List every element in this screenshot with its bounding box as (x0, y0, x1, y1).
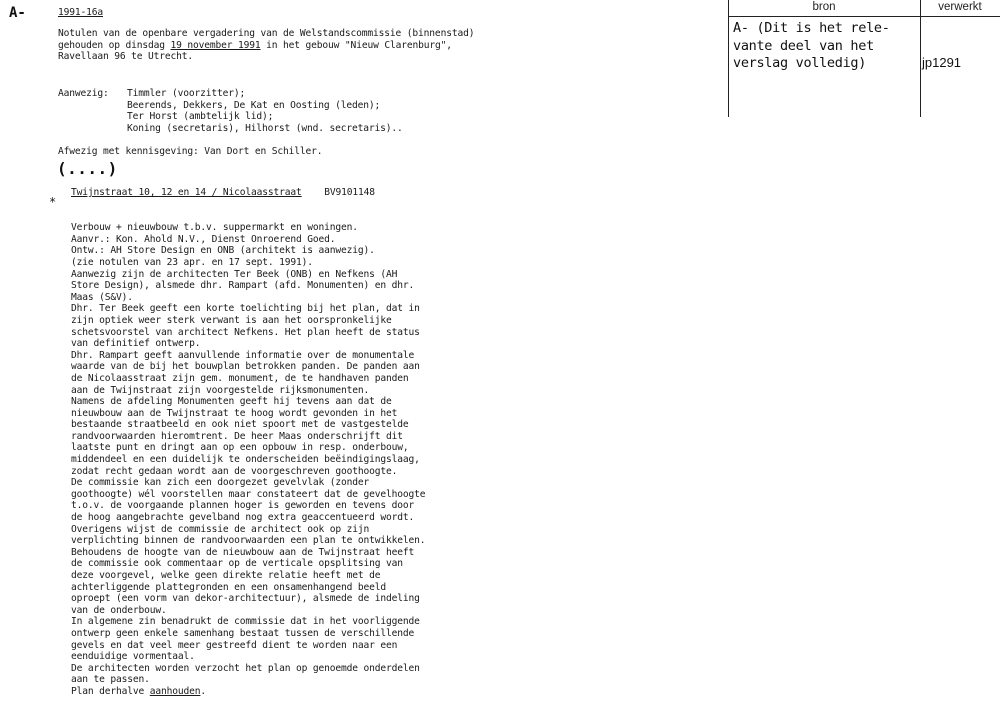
agenda-heading (71, 187, 375, 199)
present-label: Aanwezig: (58, 88, 109, 99)
conclusion-pre: Plan derhalve (71, 685, 150, 697)
table-column-divider (920, 0, 921, 117)
absent-line: Afwezig met kennisgeving: Van Dort en Schiller. (58, 146, 323, 157)
document-id: 1991-16a (58, 7, 104, 18)
minutes-line: aan de Twijnstraat zijn voorgestelde rijksmonumenten. (71, 384, 370, 396)
minutes-line: schetsvoorstel van architect Nefkens. Het plan heeft de status (71, 326, 420, 338)
case-lines (71, 222, 425, 686)
minutes-line: bestaande straatbeeld en ook niet spoort met de vastgestelde (71, 419, 409, 431)
case-conclusion (71, 686, 425, 698)
minutes-line: Dhr. Ter Beek geeft een korte toelichting bij het plan, dat in (71, 303, 420, 315)
minutes-line: van definitief ontwerp. (71, 338, 201, 350)
minutes-line: aan te passen. (71, 674, 150, 686)
minutes-line: Dhr. Rampart geeft aanvullende informatie over de monumentale (71, 349, 415, 361)
minutes-line: Behoudens de hoogte van de nieuwbouw aan de Twijnstraat heeft (71, 546, 415, 558)
minutes-line: gevels en dat veel meer gestreefd dient te worden naar een (71, 639, 398, 651)
case-code: BV9101148 (324, 187, 375, 198)
table-header-rule (728, 16, 1000, 17)
bron-cell: A- (Dit is het rele- vante deel van het verslag volledig) (733, 20, 890, 71)
present-line: Beerends, Dekkers, De Kat en Oosting (leden); (127, 99, 381, 111)
minutes-line: de hoog aangebrachte gevelband nog extra geaccentueerd wordt. (71, 512, 415, 524)
intro-line-1: Notulen van de openbare vergadering van de Welstandscommissie (binnenstad) (58, 28, 475, 39)
minutes-line: achterliggende plattegronden en een onsamenhangend beeld (71, 581, 387, 593)
heading-gap (302, 187, 325, 198)
minutes-line: De architecten worden verzocht het plan op genoemde onderdelen (71, 662, 420, 674)
minutes-line: deze voorgevel, welke geen direkte relatie heeft met de (71, 570, 381, 581)
intro-line-2-post: in het gebouw "Nieuw Clarenburg", (260, 39, 452, 51)
minutes-line: De commissie kan zich een doorgezet gevelvlak (zonder (71, 477, 370, 489)
meeting-date: 19 november 1991 (170, 39, 261, 51)
minutes-line: de Nicolaasstraat zijn gem. monument, de te handhaven panden (71, 372, 409, 384)
conclusion-post: . (200, 685, 207, 697)
minutes-line: middendeel en een duidelijk te onderscheiden beëindigingslaag, (71, 454, 420, 466)
minutes-line: randvoorwaarden hieromtrent. De heer Maas onderschrijft dit (71, 430, 403, 442)
minutes-line: t.o.v. de voorgaande plannen hoger is geworden en tevens door (71, 500, 415, 512)
document-marker: A- (9, 5, 26, 21)
minutes-line: Maas (S&V). (71, 291, 133, 303)
case-minutes (71, 199, 425, 709)
present-list (127, 88, 403, 134)
minutes-line: Store Design), alsmede dhr. Rampart (afd. Monumenten) en dhr. (71, 280, 415, 292)
minutes-line: van de onderbouw. (71, 604, 167, 616)
minutes-line: goothoogte) wél voorstellen maar constateert dat de gevelhoogte (71, 488, 426, 500)
star-marker: * (49, 195, 57, 209)
minutes-line: Verbouw + nieuwbouw t.b.v. suppermarkt en woningen. (71, 222, 358, 234)
verwerkt-cell: jp1291 (922, 55, 962, 70)
column-header-bron: bron (812, 1, 836, 13)
minutes-line: verplichting binnen de randvoorwaarden een plan te ontwikkelen. (71, 535, 426, 547)
column-header-verwerkt: verwerkt (938, 1, 982, 13)
minutes-line: ontwerp geen enkele samenhang bestaat tussen de verschillende (71, 627, 415, 639)
minutes-line: nieuwbouw aan de Twijnstraat te hoog wordt gevonden in het (71, 407, 398, 419)
source-table (728, 0, 1000, 117)
intro-line-3: Ravellaan 96 te Utrecht. (58, 51, 194, 63)
intro-paragraph (58, 28, 474, 63)
minutes-line: zijn optiek weer sterk verwant is aan het oorspronkelijke (71, 314, 392, 326)
minutes-line: oproept (een vorm van dekor-architectuur), alsmede de indeling (71, 593, 420, 605)
minutes-line: In algemene zin benadrukt de commissie dat in het voorliggende (71, 616, 420, 628)
minutes-line: waarde van de bij het bouwplan betrokken panden. De panden aan (71, 361, 420, 373)
minutes-line: eenduidige vormentaal. (71, 651, 195, 663)
omission-marker: (....) (57, 159, 118, 178)
minutes-line: de commissie ook commentaar op de verticale opsplitsing van (71, 558, 403, 570)
intro-line-2 (58, 40, 474, 52)
case-address: Twijnstraat 10, 12 en 14 / Nicolaasstraat (71, 187, 302, 198)
present-line: Koning (secretaris), Hilhorst (wnd. secretaris).. (127, 122, 403, 134)
minutes-line: (zie notulen van 23 apr. en 17 sept. 1991). (71, 256, 313, 268)
minutes-line: zodat recht gedaan wordt aan de voorgeschreven goothoogte. (71, 465, 398, 477)
table-left-border (728, 0, 729, 117)
minutes-line: Aanvr.: Kon. Ahold N.V., Dienst Onroerend Goed. (71, 233, 336, 245)
minutes-line: Aanwezig zijn de architecten Ter Beek (ONB) en Nefkens (AH (71, 268, 398, 280)
minutes-line: Namens de afdeling Monumenten geeft hij tevens aan dat de (71, 396, 392, 408)
intro-line-2-pre: gehouden op dinsdag (58, 39, 171, 51)
present-line: Timmler (voorzitter); (127, 88, 246, 99)
decision-word: aanhouden (149, 685, 201, 697)
present-line: Ter Horst (ambtelijk lid); (127, 111, 274, 123)
minutes-line: laatste punt en dringt aan op een opbouw in resp. onderbouw, (71, 442, 409, 454)
minutes-line: Ontw.: AH Store Design en ONB (architekt is aanwezig). (71, 245, 375, 257)
minutes-line: Overigens wijst de commissie de architect ook op zijn (71, 523, 370, 535)
